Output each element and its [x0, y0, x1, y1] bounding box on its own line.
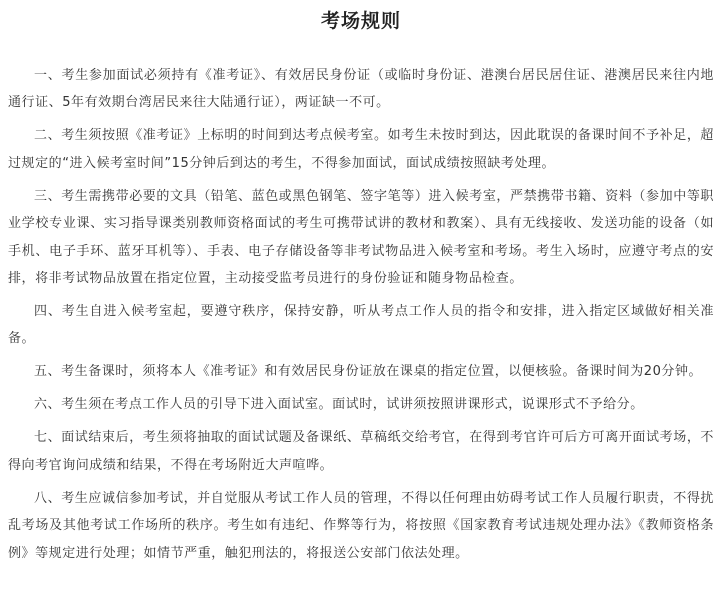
rule-4: 四、考生自进入候考室起，要遵守秩序，保持安静，听从考点工作人员的指令和安排，进入指定区域做好相关准备。: [8, 304, 714, 347]
document-title: 考场规则: [320, 10, 401, 32]
rule-8: 八、考生应诚信参加考试，并自觉服从考试工作人员的管理，不得以任何理由妨碍考试工作人员履行职责，不得扰乱考场及其他考试工作场所的秩序。考生如有违纪、作弊等行为，将按照《国家教育考试违规处理办法》《教师资格条例》等规定进行处理；如情节严重，触犯刑法的，将报送公安部门依法处理。: [8, 490, 714, 561]
rule-7: 七、面试结束后，考生须将抽取的面试试题及备课纸、草稿纸交给考官，在得到考官许可后方可离开面试考场，不得向考官询问成绩和结果，不得在考场附近大声喧哗。: [8, 430, 714, 473]
rule-5: 五、考生备课时，须将本人《准考证》和有效居民身份证放在课桌的指定位置，以便核验。备课时间为20分钟。: [34, 364, 703, 380]
rule-3: 三、考生需携带必要的文具（铅笔、蓝色或黑色钢笔、签字笔等）进入候考室，严禁携带书籍、资料（参加中等职业学校专业课、实习指导课类别教师资格面试的考生可携带试讲的教材和教案）、具有无线接收、发送功能的设备（如手机、电子手环、蓝牙耳机等）、手表、电子存储设备等非考试物品进入候考室和考场。考生入场时，应遵守考点的安排，将非考试物品放置在指定位置，主动接受监考员进行的身份验证和随身物品检查。: [8, 188, 714, 287]
rules-list: [8, 62, 714, 573]
rule-1: 一、考生参加面试必须持有《准考证》、有效居民身份证（或临时身份证、港澳台居民居住证、港澳居民来往内地通行证、5年有效期台湾居民来往大陆通行证），两证缺一不可。: [8, 68, 714, 111]
rule-2: 二、考生须按照《准考证》上标明的时间到达考点候考室。如考生未按时到达，因此耽误的备课时间不予补足，超过规定的“进入候考室时间”15分钟后到达的考生，不得参加面试，面试成绩按照缺考处理。: [8, 128, 714, 171]
rule-6: 六、考生须在考点工作人员的引导下进入面试室。面试时，试讲须按照讲课形式，说课形式不予给分。: [34, 397, 644, 413]
